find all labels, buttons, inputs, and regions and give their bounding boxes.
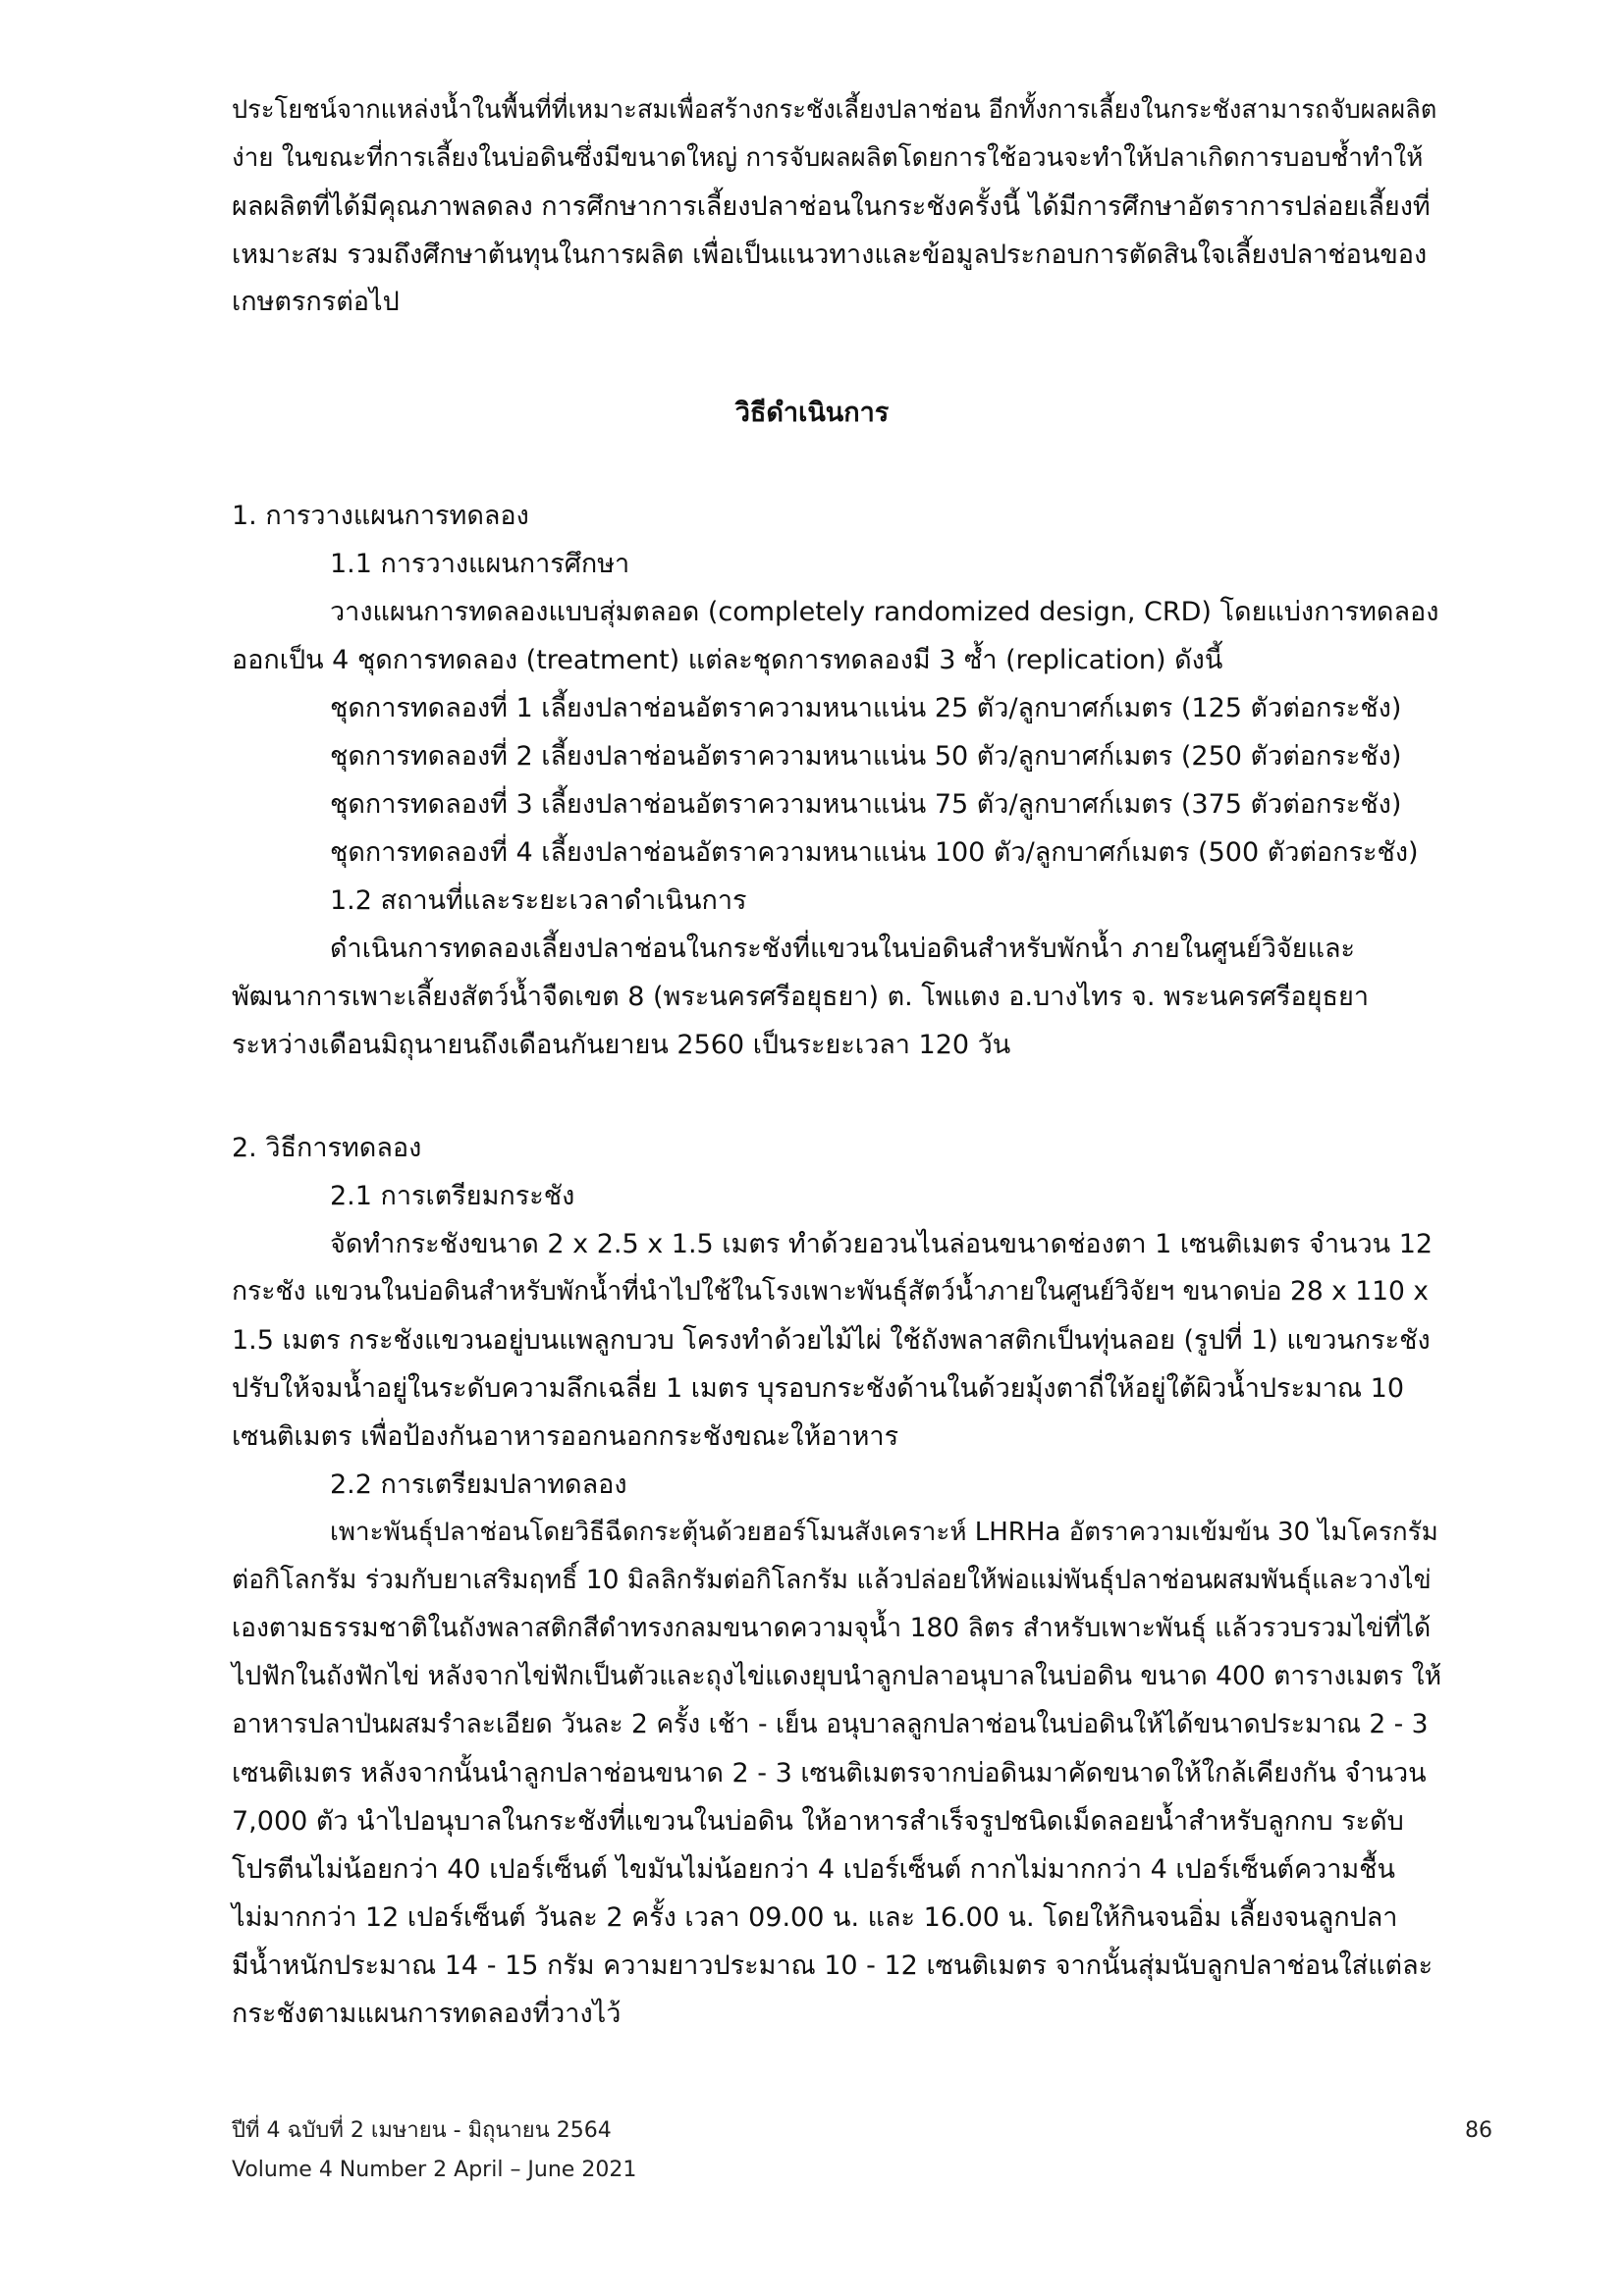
paragraph-line: เองตามธรรมชาติในถังพลาสติกสีดำทรงกลมขนาดความจุน้ำ 180 ลิตร สำหรับเพาะพันธุ์ แล้วรวบรวมไข่ที่ได้ [232,1613,1432,1643]
paragraph-line: พัฒนาการเพาะเลี้ยงสัตว์น้ำจืดเขต 8 (พระนครศรีอยุธยา) ต. โพแตง อ.บางไทร จ. พระนครศรีอยุธยา [232,982,1369,1012]
section-2-title: 2. วิธีการทดลอง [232,1133,422,1163]
treatment-line: ชุดการทดลองที่ 1 เลี้ยงปลาช่อนอัตราความหนาแน่น 25 ตัว/ลูกบาศก์เมตร (125 ตัวต่อกระชัง) [330,693,1402,723]
paragraph-line: ไปฟักในถังฟักไข่ หลังจากไข่ฟักเป็นตัวและถุงไข่แดงยุบนำลูกปลาอนุบาลในบ่อดิน ขนาด 400 ตารางเมตร ให้ [232,1661,1442,1691]
paragraph-line: กระชังตามแผนการทดลองที่วางไว้ [232,1999,622,2029]
paragraph-line: 1.5 เมตร กระชังแขวนอยู่บนแพลูกบวบ โครงทำด้วยไม้ไผ่ ใช้ถังพลาสติกเป็นทุ่นลอย (รูปที่ 1) แขวนกระชัง [232,1325,1431,1356]
paragraph-line: ต่อกิโลกรัม ร่วมกับยาเสริมฤทธิ์ 10 มิลลิกรัมต่อกิโลกรัม แล้วปล่อยให้พ่อแม่พันธุ์ปลาช่อนผสมพันธุ์และวางไข่ [232,1565,1432,1595]
paragraph-line: ออกเป็น 4 ชุดการทดลอง (treatment) แต่ละชุดการทดลองมี 3 ซ้ำ (replication) ดังนี้ [232,645,1223,675]
paragraph-line: เซนติเมตร หลังจากนั้นนำลูกปลาช่อนขนาด 2 - 3 เซนติเมตรจากบ่อดินมาคัดขนาดให้ใกล้เคียงกัน จำนวน [232,1758,1427,1789]
page-number: 86 [1465,2118,1492,2143]
paragraph-line: โปรตีนไม่น้อยกว่า 40 เปอร์เซ็นต์ ไขมันไม่น้อยกว่า 4 เปอร์เซ็นต์ กากไม่มากกว่า 4 เปอร์เซ็นต์ความชื้น [232,1854,1395,1885]
paragraph-line: เซนติเมตร เพื่อป้องกันอาหารออกนอกกระชังขณะให้อาหาร [232,1421,899,1452]
subsection-1-1-title: 1.1 การวางแผนการศึกษา [330,549,630,579]
intro-line: ผลผลิตที่ได้มีคุณภาพลดลง การศึกษาการเลี้ยงปลาช่อนในกระชังครั้งนี้ ได้มีการศึกษาอัตราการปล่อยเลี้ยงที่ [232,191,1431,222]
section-1-title: 1. การวางแผนการทดลอง [232,501,529,531]
paragraph-line: จัดทำกระชังขนาด 2 x 2.5 x 1.5 เมตร ทำด้วยอวนไนล่อนขนาดช่องตา 1 เซนติเมตร จำนวน 12 [330,1229,1434,1259]
paragraph-line: ดำเนินการทดลองเลี้ยงปลาช่อนในกระชังที่แขวนในบ่อดินสำหรับพักน้ำ ภายในศูนย์วิจัยและ [330,934,1356,964]
paragraph-line: 7,000 ตัว นำไปอนุบาลในกระชังที่แขวนในบ่อดิน ให้อาหารสำเร็จรูปชนิดเม็ดลอยน้ำสำหรับลูกกบ ระดับ [232,1806,1404,1837]
paragraph-line: ระหว่างเดือนมิถุนายนถึงเดือนกันยายน 2560 เป็นระยะเวลา 120 วัน [232,1030,1011,1060]
paragraph-line: เพาะพันธุ์ปลาช่อนโดยวิธีฉีดกระตุ้นด้วยฮอร์โมนสังเคราะห์ LHRHa อัตราความเข้มข้น 30 ไมโครกรัม [330,1518,1438,1547]
paragraph-line: อาหารปลาป่นผสมรำละเอียด วันละ 2 ครั้ง เช้า - เย็น อนุบาลลูกปลาช่อนในบ่อดินให้ได้ขนาดประมาณ 2 - 3 [232,1709,1429,1739]
treatment-line: ชุดการทดลองที่ 4 เลี้ยงปลาช่อนอัตราความหนาแน่น 100 ตัว/ลูกบาศก์เมตร (500 ตัวต่อกระชัง) [330,837,1419,868]
subsection-2-1-title: 2.1 การเตรียมกระชัง [330,1181,575,1211]
treatment-line: ชุดการทดลองที่ 2 เลี้ยงปลาช่อนอัตราความหนาแน่น 50 ตัว/ลูกบาศก์เมตร (250 ตัวต่อกระชัง) [330,741,1402,772]
paragraph-line: กระชัง แขวนในบ่อดินสำหรับพักน้ำที่นำไปใช้ในโรงเพาะพันธุ์สัตว์น้ำภายในศูนย์วิจัยฯ ขนาดบ่อ 28 x 110 x [232,1276,1429,1307]
intro-line: เหมาะสม รวมถึงศึกษาต้นทุนในการผลิต เพื่อเป็นแนวทางและข้อมูลประกอบการตัดสินใจเลี้ยงปลาช่อนของ [232,240,1428,270]
paragraph-line: ไม่มากกว่า 12 เปอร์เซ็นต์ วันละ 2 ครั้ง เวลา 09.00 น. และ 16.00 น. โดยให้กินจนอิ่ม เลี้ยงจนลูกปลา [232,1902,1398,1933]
paragraph-line: ปรับให้จมน้ำอยู่ในระดับความลึกเฉลี่ย 1 เมตร บุรอบกระชังด้านในด้วยมุ้งตาถี่ให้อยู่ใต้ผิวน้ำประมาณ 10 [232,1373,1405,1404]
footer-issue-english: Volume 4 Number 2 April – June 2021 [232,2158,637,2182]
paragraph-line: มีน้ำหนักประมาณ 14 - 15 กรัม ความยาวประมาณ 10 - 12 เซนติเมตร จากนั้นสุ่มนับลูกปลาช่อนใส่แต่ละ [232,1950,1434,1981]
section-title: วิธีดำเนินการ [734,398,890,428]
intro-line: ง่าย ในขณะที่การเลี้ยงในบ่อดินซึ่งมีขนาดใหญ่ การจับผลผลิตโดยการใช้อวนจะทำให้ปลาเกิดการบอบช้ำทำให้ [232,143,1424,173]
intro-line: เกษตรกรต่อไป [232,287,400,317]
footer-issue-thai: ปีที่ 4 ฉบับที่ 2 เมษายน - มิถุนายน 2564 [232,2118,612,2143]
paragraph-line: วางแผนการทดลองแบบสุ่มตลอด (completely randomized design, CRD) โดยแบ่งการทดลอง [330,597,1439,627]
treatment-line: ชุดการทดลองที่ 3 เลี้ยงปลาช่อนอัตราความหนาแน่น 75 ตัว/ลูกบาศก์เมตร (375 ตัวต่อกระชัง) [330,789,1402,820]
subsection-1-2-title: 1.2 สถานที่และระยะเวลาดำเนินการ [330,885,747,916]
intro-line: ประโยชน์จากแหล่งน้ำในพื้นที่ที่เหมาะสมเพื่อสร้างกระชังเลี้ยงปลาช่อน อีกทั้งการเลี้ยงในกระชังสามารถจับผลผลิต [232,95,1437,125]
subsection-2-2-title: 2.2 การเตรียมปลาทดลอง [330,1469,627,1500]
